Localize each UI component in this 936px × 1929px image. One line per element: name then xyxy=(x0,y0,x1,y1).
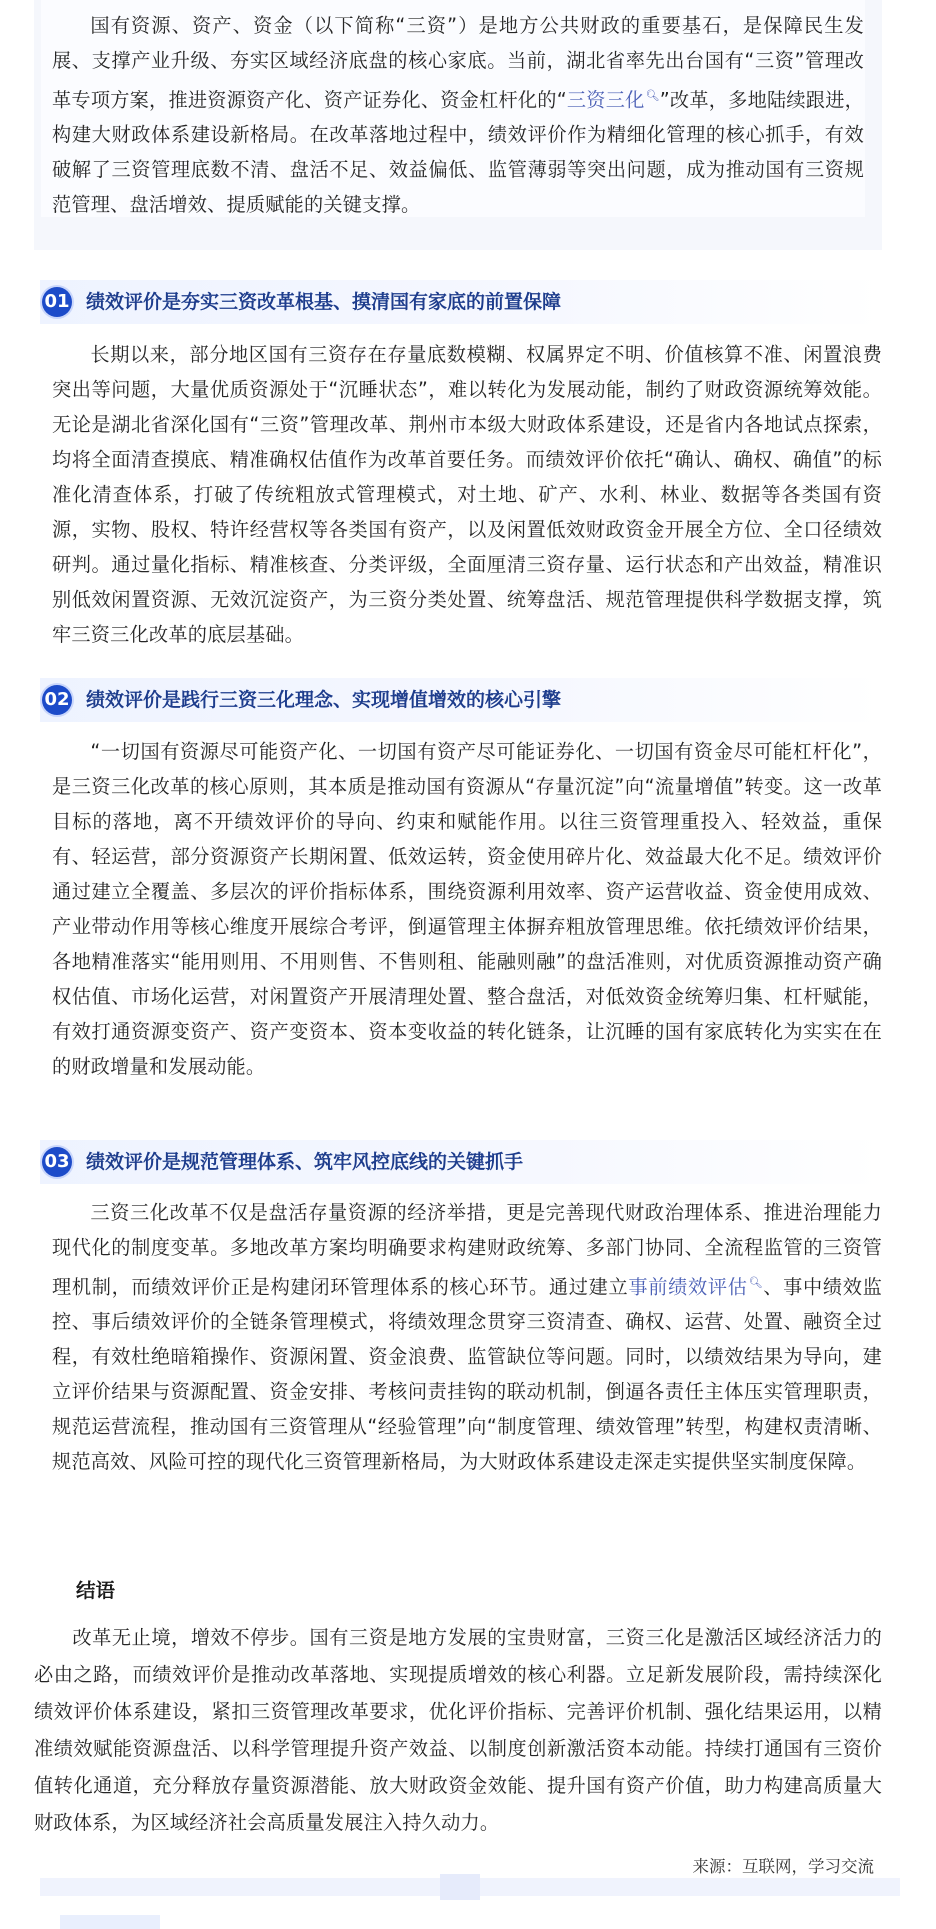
section-2-heading xyxy=(40,678,882,722)
section-3-heading xyxy=(40,1140,882,1184)
intro-paragraph xyxy=(52,8,864,222)
bottom-divider-bar xyxy=(40,1878,900,1896)
section-3-title: 绩效评价是规范管理体系、筑牢风控底线的关键抓手 xyxy=(86,1151,524,1173)
conclusion-paragraph: 改革无止境，增效不停步。国有三资是地方发展的宝贵财富，三资三化是激活区域经济活力的必由之路，而绩效评价是推动改革落地、实现提质增效的核心利器。立足新发展阶段，需持续深化绩效评价体系建设，紧扣三资管理改革要求，优化评价指标、完善评价机制、强化结果运用，以精准绩效赋能资源盘活、以科学管理提升资产效益、以制度创新激活资本动能。持续打通国有三资价值转化通道，充分释放存量资源潜能、放大财政资金效能、提升国有资产价值，助力构建高质量大财政体系，为区域经济社会高质量发展注入持久动力。 xyxy=(34,1626,882,1834)
intro-text-before: 国有资源、资产、资金（以下简称“三资”）是地方公共财政的重要基石，是保障民生发展、支撑产业升级、夯实区域经济底盘的核心家底。当前，湖北省率先出台国有“三资”管理改革专项方案，推进资源资产化、资产证券化、资金杠杆化的“ xyxy=(52,14,864,112)
section-1-number-badge: 01 xyxy=(42,287,72,317)
section-2-title: 绩效评价是践行三资三化理念、实现增值增效的核心引擎 xyxy=(86,689,562,711)
conclusion-title: 结语 xyxy=(76,1579,116,1602)
section-3-paragraph xyxy=(52,1195,882,1479)
source-credit: 来源：互联网，学习交流 xyxy=(692,1857,874,1876)
section-1-title: 绩效评价是夯实三资改革根基、摸清国有家底的前置保障 xyxy=(86,291,562,313)
search-icon[interactable]: 🔍︎ xyxy=(645,89,660,102)
search-icon[interactable]: 🔍︎ xyxy=(748,1276,764,1289)
intro-link-sanzi-sanhua[interactable]: 三资三化 xyxy=(566,88,645,112)
section-3-text-before: 三资三化改革不仅是盘活存量资源的经济举措，更是完善现代财政治理体系、推进治理能力现代化的制度变革。多地改革方案均明确要求构建财政统筹、多部门协同、全流程监管的三资管理机制，而绩效评价正是构建闭环管理体系的核心环节。通过建立 xyxy=(52,1201,882,1299)
section-1-heading xyxy=(40,280,882,324)
bottom-tag-strip xyxy=(60,1915,160,1929)
section-2-number-badge: 02 xyxy=(42,685,72,715)
intro-text-after: ”改革，多地陆续跟进，构建大财政体系建设新格局。在改革落地过程中，绩效评价作为精细化管理的核心抓手，有效破解了三资管理底数不清、盘活不足、效益偏低、监管薄弱等突出问题，成为推动国有三资规范管理、盘活增效、提质赋能的关键支撑。 xyxy=(52,88,865,217)
section-2-paragraph: “一切国有资源尽可能资产化、一切国有资产尽可能证券化、一切国有资金尽可能杠杆化”，是三资三化改革的核心原则，其本质是推动国有资源从“存量沉淀”向“流量增值”转变。这一改革目标的落地，离不开绩效评价的导向、约束和赋能作用。以往三资管理重投入、轻效益，重保有、轻运营，部分资源资产长期闲置、低效运转，资金使用碎片化、效益最大化不足。绩效评价通过建立全覆盖、多层次的评价指标体系，围绕资源利用效率、资产运营收益、资金使用成效、产业带动作用等核心维度开展综合考评，倒逼管理主体摒弃粗放管理思维。依托绩效评价结果，各地精准落实“能用则用、不用则售、不售则租、能融则融”的盘活准则，对优质资源推动资产确权估值、市场化运营，对闲置资产开展清理处置、整合盘活，对低效资金统筹归集、杠杆赋能，有效打通资源变资产、资产变资本、资本变收益的转化链条，让沉睡的国有家底转化为实实在在的财政增量和发展动能。 xyxy=(52,740,882,1078)
bottom-bar-mark xyxy=(440,1874,480,1900)
section-1-paragraph: 长期以来，部分地区国有三资存在存量底数模糊、权属界定不明、价值核算不准、闲置浪费突出等问题，大量优质资源处于“沉睡状态”，难以转化为发展动能，制约了财政资源统筹效能。无论是湖北省深化国有“三资”管理改革、荆州市本级大财政体系建设，还是省内各地试点探索，均将全面清查摸底、精准确权估值作为改革首要任务。而绩效评价依托“确认、确权、确值”的标准化清查体系，打破了传统粗放式管理模式，对土地、矿产、水利、林业、数据等各类国有资源，实物、股权、特许经营权等各类国有资产，以及闲置低效财政资金开展全方位、全口径绩效研判。通过量化指标、精准核查、分类评级，全面厘清三资存量、运行状态和产出效益，精准识别低效闲置资源、无效沉淀资产，为三资分类处置、统筹盘活、规范管理提供科学数据支撑，筑牢三资三化改革的底层基础。 xyxy=(52,343,882,646)
section-3-link-pre-evaluation[interactable]: 事前绩效评估 xyxy=(628,1275,748,1299)
section-3-text-after: 、事中绩效监控、事后绩效评价的全链条管理模式，将绩效理念贯穿三资清查、确权、运营、处置、融资全过程，有效杜绝暗箱操作、资源闲置、资金浪费、监管缺位等问题。同时，以绩效结果为导向，建立评价结果与资源配置、资金安排、考核问责挂钩的联动机制，倒逼各责任主体压实管理职责，规范运营流程，推动国有三资管理从“经验管理”向“制度管理、绩效管理”转型，构建权责清晰、规范高效、风险可控的现代化三资管理新格局，为大财政体系建设走深走实提供坚实制度保障。 xyxy=(52,1275,882,1474)
section-3-number-badge: 03 xyxy=(42,1147,72,1177)
